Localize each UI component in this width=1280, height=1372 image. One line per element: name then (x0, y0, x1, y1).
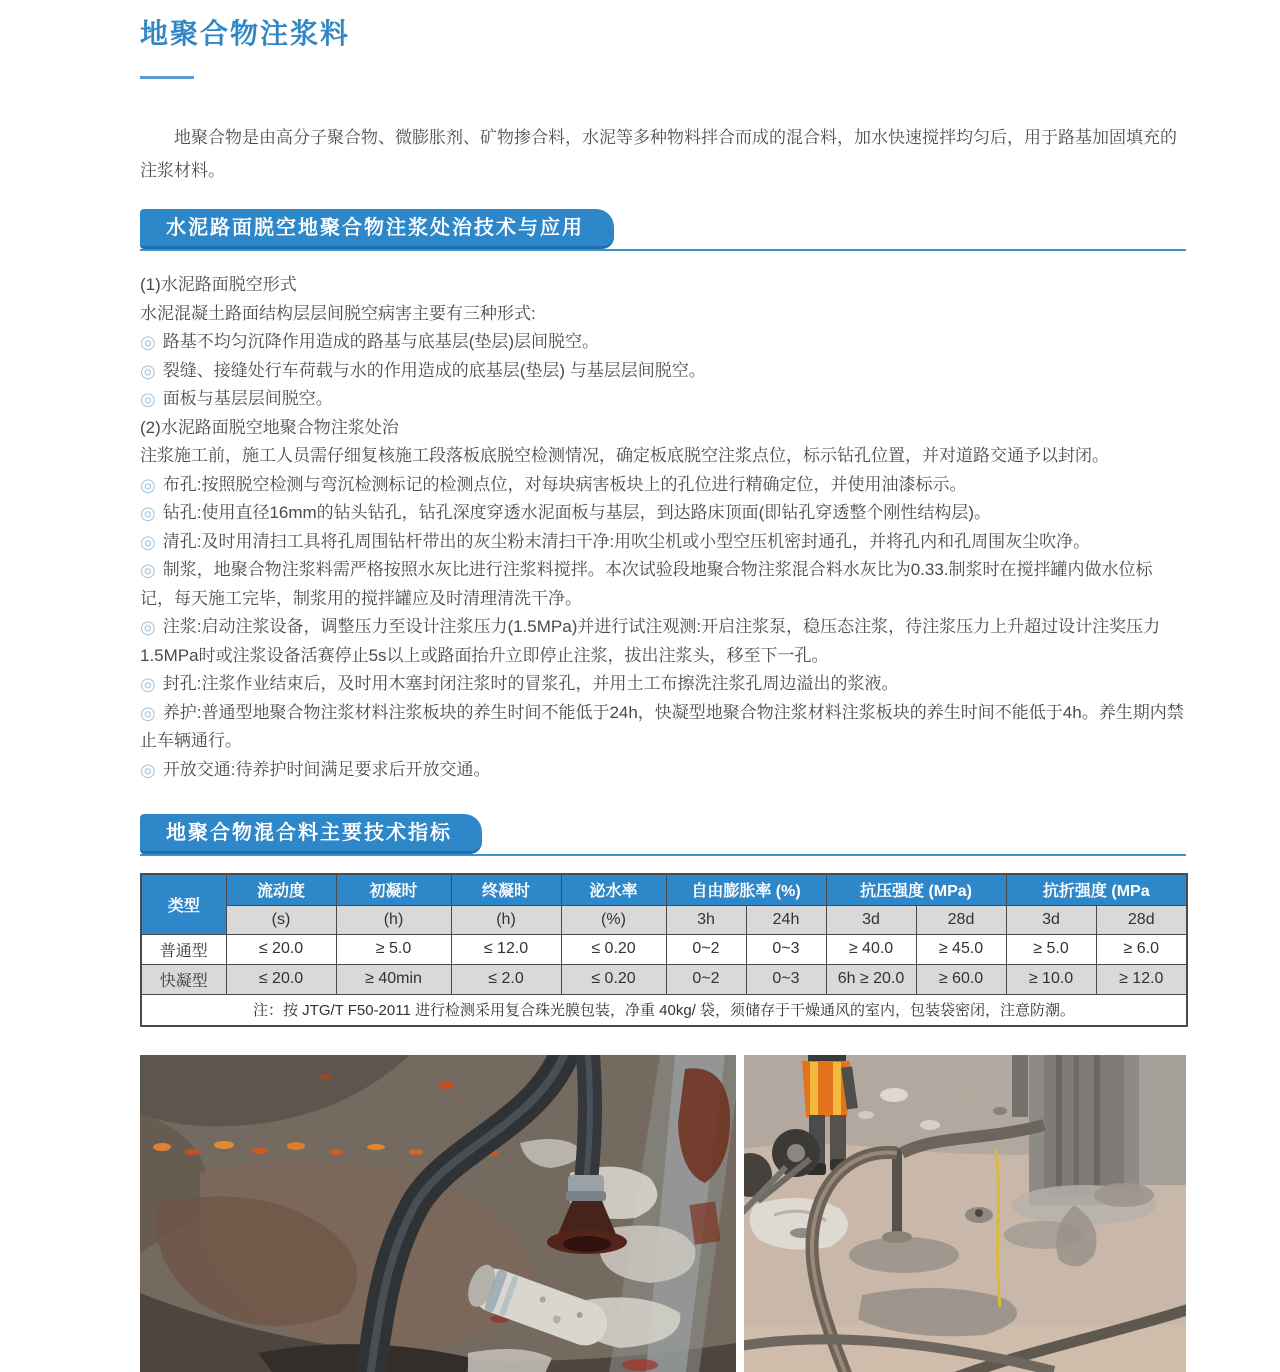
photo-grouting-hole (140, 1055, 736, 1372)
table-note-row (141, 994, 1187, 1026)
ring-bullet-icon: ◎ (140, 702, 156, 723)
ring-bullet-icon: ◎ (140, 360, 156, 381)
body-paragraph: ◎ 裂缝、接缝处行车荷载与水的作用造成的底基层(垫层) 与基层层间脱空。 (140, 360, 706, 381)
column-header: 泌水率 (561, 874, 666, 905)
column-header: 类型 (141, 874, 226, 934)
column-subheader: (s) (226, 905, 336, 934)
table-cell: 6h ≥ 20.0 (826, 964, 916, 994)
white-bag (750, 1198, 848, 1250)
column-subheader: 28d (1096, 905, 1187, 934)
table-cell: ≤ 20.0 (226, 964, 336, 994)
ring-bullet-icon: ◎ (140, 503, 156, 523)
table-cell: ≥ 5.0 (336, 934, 451, 964)
column-subheader: 28d (916, 905, 1006, 934)
body-paragraph: ◎ 开放交通:待养护时间满足要求后开放交通。 (140, 759, 491, 780)
body-paragraph: ◎ 面板与基层层间脱空。 (140, 389, 333, 409)
column-subheader: 24h (746, 905, 826, 934)
column-header: 抗压强度 (MPa) (826, 874, 1006, 905)
table-cell: ≥ 10.0 (1006, 964, 1096, 994)
section2-heading: 地聚合物混合料主要技术指标 (140, 814, 482, 854)
ring-bullet-icon: ◎ (140, 389, 156, 409)
spec-table (140, 873, 1188, 1027)
body-paragraph: 水泥混凝土路面结构层层间脱空病害主要有三种形式: (140, 303, 536, 323)
table-cell: ≤ 0.20 (561, 964, 666, 994)
table-cell: 0~2 (666, 964, 746, 994)
column-subheader: (%) (561, 905, 666, 934)
table-cell: ≤ 20.0 (226, 934, 336, 964)
table-subheader-row (141, 905, 1187, 934)
column-subheader: (h) (451, 905, 561, 934)
page-title: 地聚合物注浆料 (140, 18, 351, 49)
table-note: 注：按 JTG/T F50-2011 进行检测采用复合珠光膜包装，净重 40kg/ 袋，须储存于干燥通风的室内，包装袋密闭，注意防潮。 (141, 994, 1187, 1026)
table-cell: ≤ 12.0 (451, 934, 561, 964)
body-paragraph: ◎ 养护:普通型地聚合物注浆材料注浆板块的养生时间不能低于24h，快凝型地聚合物注浆材料注浆板块的养生时间不能低于4h。养生期内禁止车辆通行。 (140, 702, 1184, 750)
table-cell: ≥ 60.0 (916, 964, 1006, 994)
column-subheader: 3d (1006, 905, 1096, 934)
body-paragraph: ◎ 封孔:注浆作业结束后，及时用木塞封闭注浆时的冒浆孔，并用土工布擦洗注浆孔周边溢出的浆液。 (140, 674, 899, 694)
table-cell: ≥ 40min (336, 964, 451, 994)
table-row (141, 964, 1187, 994)
table-cell: ≥ 12.0 (1096, 964, 1187, 994)
table-cell: ≥ 45.0 (916, 934, 1006, 964)
section1-heading: 水泥路面脱空地聚合物注浆处治技术与应用 (140, 209, 614, 249)
column-header: 抗折强度 (MPa (1006, 874, 1187, 905)
ring-bullet-icon: ◎ (140, 617, 156, 637)
ring-bullet-icon: ◎ (140, 560, 156, 580)
ring-bullet-icon: ◎ (140, 674, 156, 694)
body-paragraph: (1)水泥路面脱空形式 (140, 275, 297, 294)
body-paragraph: (2)水泥路面脱空地聚合物注浆处治 (140, 417, 399, 437)
column-subheader: 3d (826, 905, 916, 934)
section2-banner-row (140, 814, 1186, 856)
table-cell: ≥ 5.0 (1006, 934, 1096, 964)
table-cell: 0~3 (746, 934, 826, 964)
body-paragraph: ◎ 布孔:按照脱空检测与弯沉检测标记的检测点位，对每块病害板块上的孔位进行精确定位，并使用油漆标示。 (140, 474, 967, 495)
table-cell: 0~2 (666, 934, 746, 964)
body-paragraph: ◎ 注浆:启动注浆设备，调整压力至设计注浆压力(1.5MPa)并进行试注观测:开启注浆泵，稳压态注浆，待注浆压力上升超过设计注奖压力1.5MPa时或注浆设备活赛停止5s以上或路面抬升立即停止注浆，拔出注浆头，移至下一孔。 (140, 617, 1161, 665)
table-header-row (141, 874, 1187, 905)
ring-bullet-icon: ◎ (140, 474, 156, 495)
column-header: 终凝时 (451, 874, 561, 905)
photo-strip (140, 1055, 1186, 1372)
intro-paragraph: 地聚合物是由高分子聚合物、微膨胀剂、矿物掺合料，水泥等多种物料拌合而成的混合料，加水快速搅拌均匀后，用于路基加固填充的注浆材料。 (140, 128, 1177, 180)
table-cell: 0~3 (746, 964, 826, 994)
column-header: 流动度 (226, 874, 336, 905)
table-row (141, 934, 1187, 964)
table-cell: ≥ 6.0 (1096, 934, 1187, 964)
ring-bullet-icon: ◎ (140, 332, 156, 352)
content-column (140, 0, 1186, 1372)
ring-bullet-icon: ◎ (140, 531, 156, 552)
body-paragraph: ◎ 清孔:及时用清扫工具将孔周围钻杆带出的灰尘粉末清扫干净:用吹尘机或小型空压机密封通孔，并将孔内和孔周围灰尘吹净。 (140, 531, 1091, 552)
row-type-cell: 快凝型 (141, 964, 226, 994)
column-header: 自由膨胀率 (%) (666, 874, 826, 905)
column-header: 初凝时 (336, 874, 451, 905)
ring-bullet-icon: ◎ (140, 759, 156, 780)
section1-banner-row (140, 209, 1186, 251)
table-cell: ≤ 2.0 (451, 964, 561, 994)
table-cell: ≥ 40.0 (826, 934, 916, 964)
row-type-cell: 普通型 (141, 934, 226, 964)
section1-body (140, 271, 1186, 784)
photo-construction-site (744, 1055, 1186, 1372)
body-paragraph: ◎ 制浆，地聚合物注浆料需严格按照水灰比进行注浆料搅拌。本次试验段地聚合物注浆混合料水灰比为0.33.制浆时在搅拌罐内做水位标记，每天施工完毕，制浆用的搅拌罐应及时清理清洗干净。 (140, 560, 1153, 608)
column-subheader: (h) (336, 905, 451, 934)
column-subheader: 3h (666, 905, 746, 934)
title-underline (140, 76, 194, 79)
body-paragraph: ◎ 钻孔:使用直径16mm的钻头钻孔，钻孔深度穿透水泥面板与基层，到达路床顶面(即钻孔穿透整个刚性结构层)。 (140, 503, 991, 523)
body-paragraph: ◎ 路基不均匀沉降作用造成的路基与底基层(垫层)层间脱空。 (140, 332, 600, 352)
body-paragraph: 注浆施工前，施工人员需仔细复核施工段落板底脱空检测情况，确定板底脱空注浆点位，标示钻孔位置，并对道路交通予以封闭。 (140, 446, 1109, 465)
table-cell: ≤ 0.20 (561, 934, 666, 964)
